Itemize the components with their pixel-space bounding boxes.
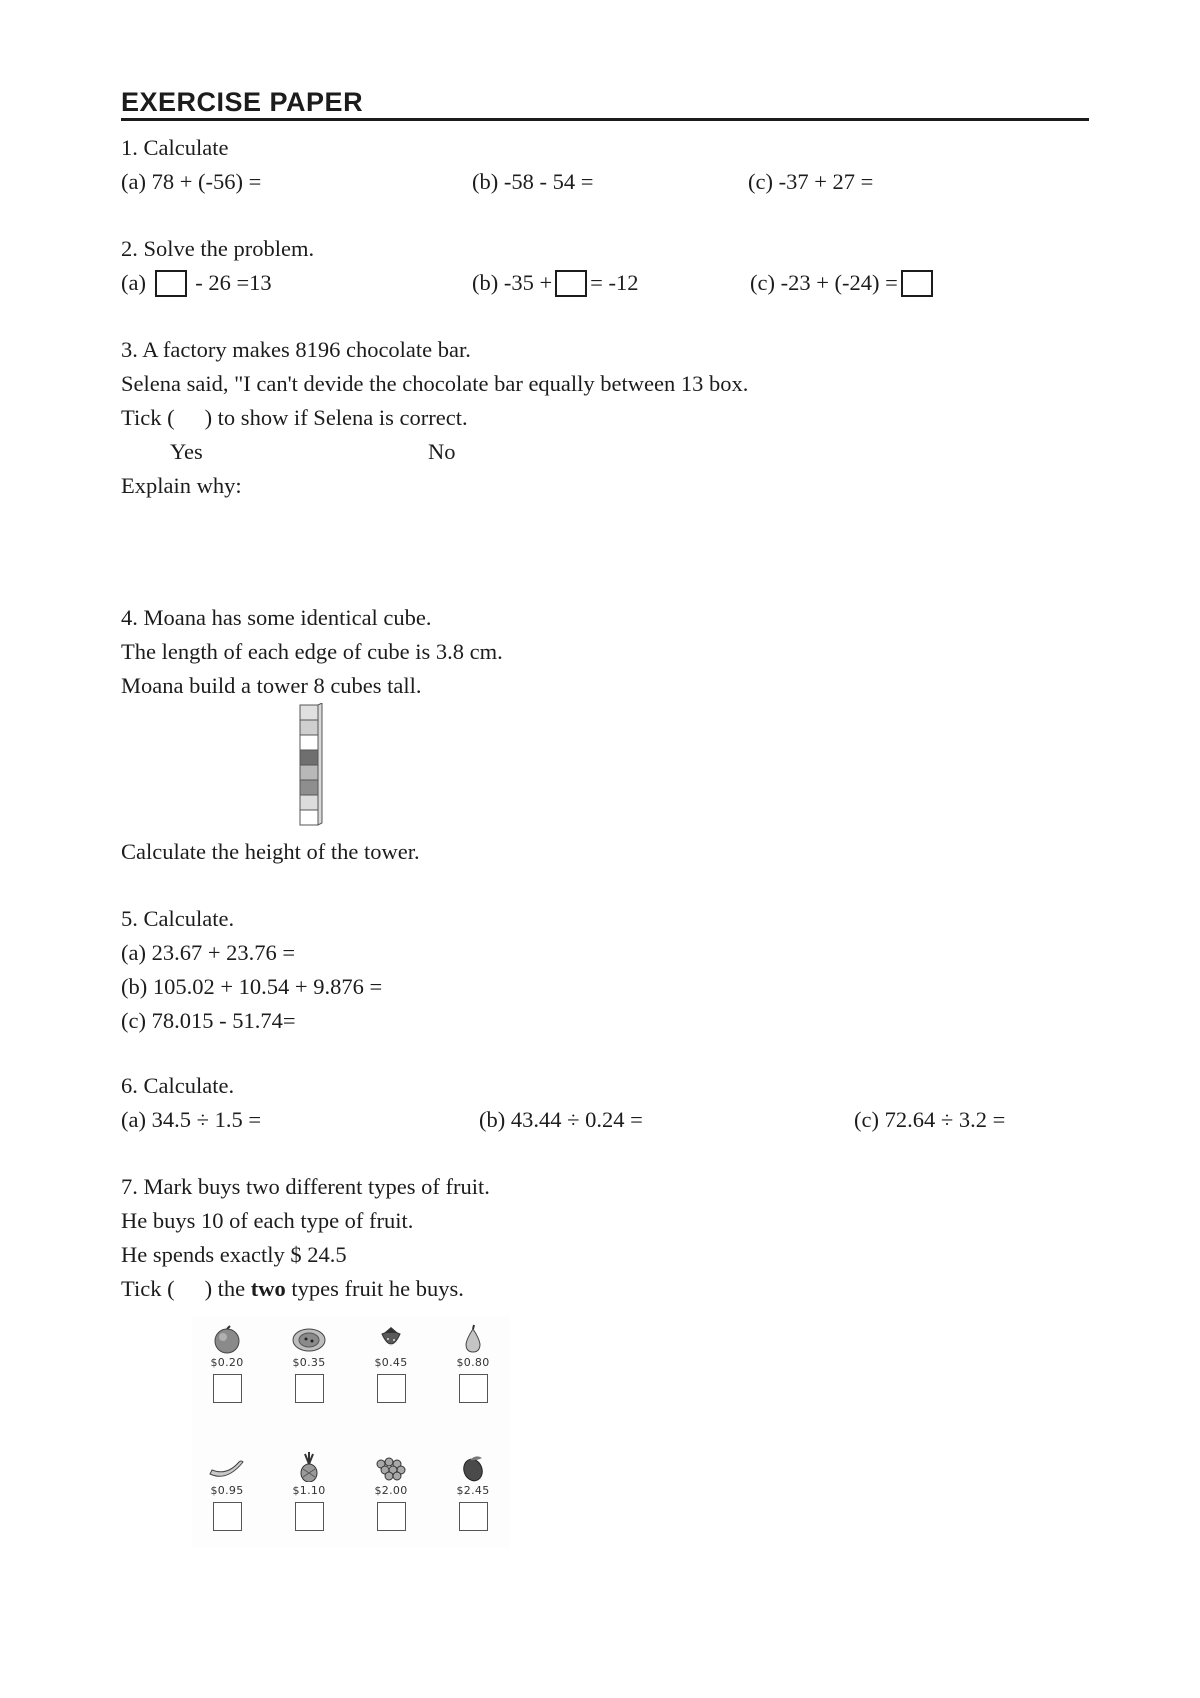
q2-a-expression: - 26 =13 bbox=[195, 270, 272, 295]
answer-box[interactable] bbox=[901, 270, 933, 297]
fruit-price: $0.20 bbox=[210, 1356, 244, 1369]
fruit-option-banana bbox=[192, 1452, 262, 1531]
cube bbox=[300, 735, 318, 750]
fruit-checkbox[interactable] bbox=[295, 1374, 324, 1403]
q3-option-yes[interactable]: Yes bbox=[170, 439, 203, 464]
fruit-option-grapes bbox=[356, 1452, 426, 1531]
q2-b-expression-end: = -12 bbox=[590, 270, 639, 295]
cube bbox=[300, 765, 318, 780]
q1-part-b: (b) -58 - 54 = bbox=[472, 169, 594, 194]
q5-part-c: (c) 78.015 - 51.74= bbox=[121, 1008, 296, 1033]
fruit-price: $2.45 bbox=[456, 1484, 490, 1497]
fruit-price: $0.45 bbox=[374, 1356, 408, 1369]
fruit-checkbox[interactable] bbox=[213, 1374, 242, 1403]
fruit-price: $0.95 bbox=[210, 1484, 244, 1497]
title-underline bbox=[121, 118, 1089, 121]
q3-tick-open: Tick ( bbox=[121, 405, 175, 430]
cube bbox=[300, 705, 318, 720]
cube bbox=[300, 810, 318, 825]
answer-box[interactable] bbox=[555, 270, 587, 297]
q3-tick-instruction bbox=[121, 404, 468, 432]
q1-part-c: (c) -37 + 27 = bbox=[748, 169, 874, 194]
q1-heading: 1. Calculate bbox=[121, 135, 229, 160]
fruit-option-pear bbox=[438, 1324, 508, 1403]
q7-tick-end: types fruit he buys. bbox=[291, 1276, 464, 1301]
fruit-checkbox[interactable] bbox=[213, 1502, 242, 1531]
q6-part-b: (b) 43.44 ÷ 0.24 = bbox=[479, 1107, 643, 1132]
q4-line-3: Moana build a tower 8 cubes tall. bbox=[121, 673, 422, 698]
q7-line-3: He spends exactly $ 24.5 bbox=[121, 1242, 347, 1267]
fruit-price: $1.10 bbox=[292, 1484, 326, 1497]
melon-icon bbox=[289, 1324, 329, 1354]
q4-line-1: 4. Moana has some identical cube. bbox=[121, 605, 432, 630]
cube bbox=[300, 780, 318, 795]
q4-line-4: Calculate the height of the tower. bbox=[121, 839, 420, 864]
q6-heading: 6. Calculate. bbox=[121, 1073, 235, 1098]
q7-emphasis: two bbox=[250, 1276, 286, 1301]
q3-line-2: Selena said, "I can't devide the chocolate bar equally between 13 box. bbox=[121, 371, 749, 396]
q2-part-a bbox=[121, 269, 272, 297]
q6-part-a: (a) 34.5 ÷ 1.5 = bbox=[121, 1107, 262, 1132]
q7-tick-mid: ) the bbox=[204, 1276, 246, 1301]
q5-part-b: (b) 105.02 + 10.54 + 9.876 = bbox=[121, 974, 383, 999]
fruit-checkbox[interactable] bbox=[295, 1502, 324, 1531]
q3-line-1: 3. A factory makes 8196 chocolate bar. bbox=[121, 337, 471, 362]
q2-c-expression: (c) -23 + (-24) = bbox=[750, 270, 898, 295]
cube bbox=[300, 750, 318, 765]
fruit-checkbox[interactable] bbox=[377, 1374, 406, 1403]
cube bbox=[300, 720, 318, 735]
fruit-price: $2.00 bbox=[374, 1484, 408, 1497]
q2-part-c bbox=[750, 269, 936, 297]
strawberry-icon bbox=[374, 1324, 408, 1354]
q5-heading: 5. Calculate. bbox=[121, 906, 235, 931]
orange-icon bbox=[210, 1324, 244, 1354]
q3-option-no[interactable]: No bbox=[428, 439, 456, 464]
pineapple-icon bbox=[292, 1452, 326, 1482]
q3-tick-close: ) to show if Selena is correct. bbox=[204, 405, 468, 430]
cube-tower-side bbox=[318, 703, 322, 825]
q3-explain-label: Explain why: bbox=[121, 473, 242, 498]
fruit-option-strawberry bbox=[356, 1324, 426, 1403]
pear-icon bbox=[456, 1324, 490, 1354]
q2-heading: 2. Solve the problem. bbox=[121, 236, 315, 261]
q7-tick-instruction bbox=[121, 1275, 464, 1303]
q6-part-c: (c) 72.64 ÷ 3.2 = bbox=[854, 1107, 1006, 1132]
fruit-checkbox[interactable] bbox=[459, 1374, 488, 1403]
q7-tick-open: Tick ( bbox=[121, 1276, 175, 1301]
q7-line-2: He buys 10 of each type of fruit. bbox=[121, 1208, 414, 1233]
cube-tower-illustration bbox=[297, 703, 325, 833]
fruit-option-pineapple bbox=[274, 1452, 344, 1531]
q2-a-label: (a) bbox=[121, 270, 146, 295]
cube bbox=[300, 795, 318, 810]
q2-b-expression-start: (b) -35 + bbox=[472, 270, 553, 295]
fruit-option-orange bbox=[192, 1324, 262, 1403]
fruit-checkbox[interactable] bbox=[459, 1502, 488, 1531]
fruit-price: $0.35 bbox=[292, 1356, 326, 1369]
fruit-checkbox[interactable] bbox=[377, 1502, 406, 1531]
q7-line-1: 7. Mark buys two different types of fruit. bbox=[121, 1174, 490, 1199]
q2-part-b bbox=[472, 269, 638, 297]
mango-icon bbox=[456, 1452, 490, 1482]
q5-part-a: (a) 23.67 + 23.76 = bbox=[121, 940, 296, 965]
answer-box[interactable] bbox=[155, 270, 187, 297]
grapes-icon bbox=[371, 1452, 411, 1482]
fruit-option-melon bbox=[274, 1324, 344, 1403]
fruit-price-panel bbox=[192, 1316, 510, 1548]
page-title: EXERCISE PAPER bbox=[121, 87, 364, 117]
fruit-price: $0.80 bbox=[456, 1356, 490, 1369]
banana-icon bbox=[207, 1452, 247, 1482]
q4-line-2: The length of each edge of cube is 3.8 cm. bbox=[121, 639, 503, 664]
fruit-option-mango bbox=[438, 1452, 508, 1531]
q1-part-a: (a) 78 + (-56) = bbox=[121, 169, 262, 194]
